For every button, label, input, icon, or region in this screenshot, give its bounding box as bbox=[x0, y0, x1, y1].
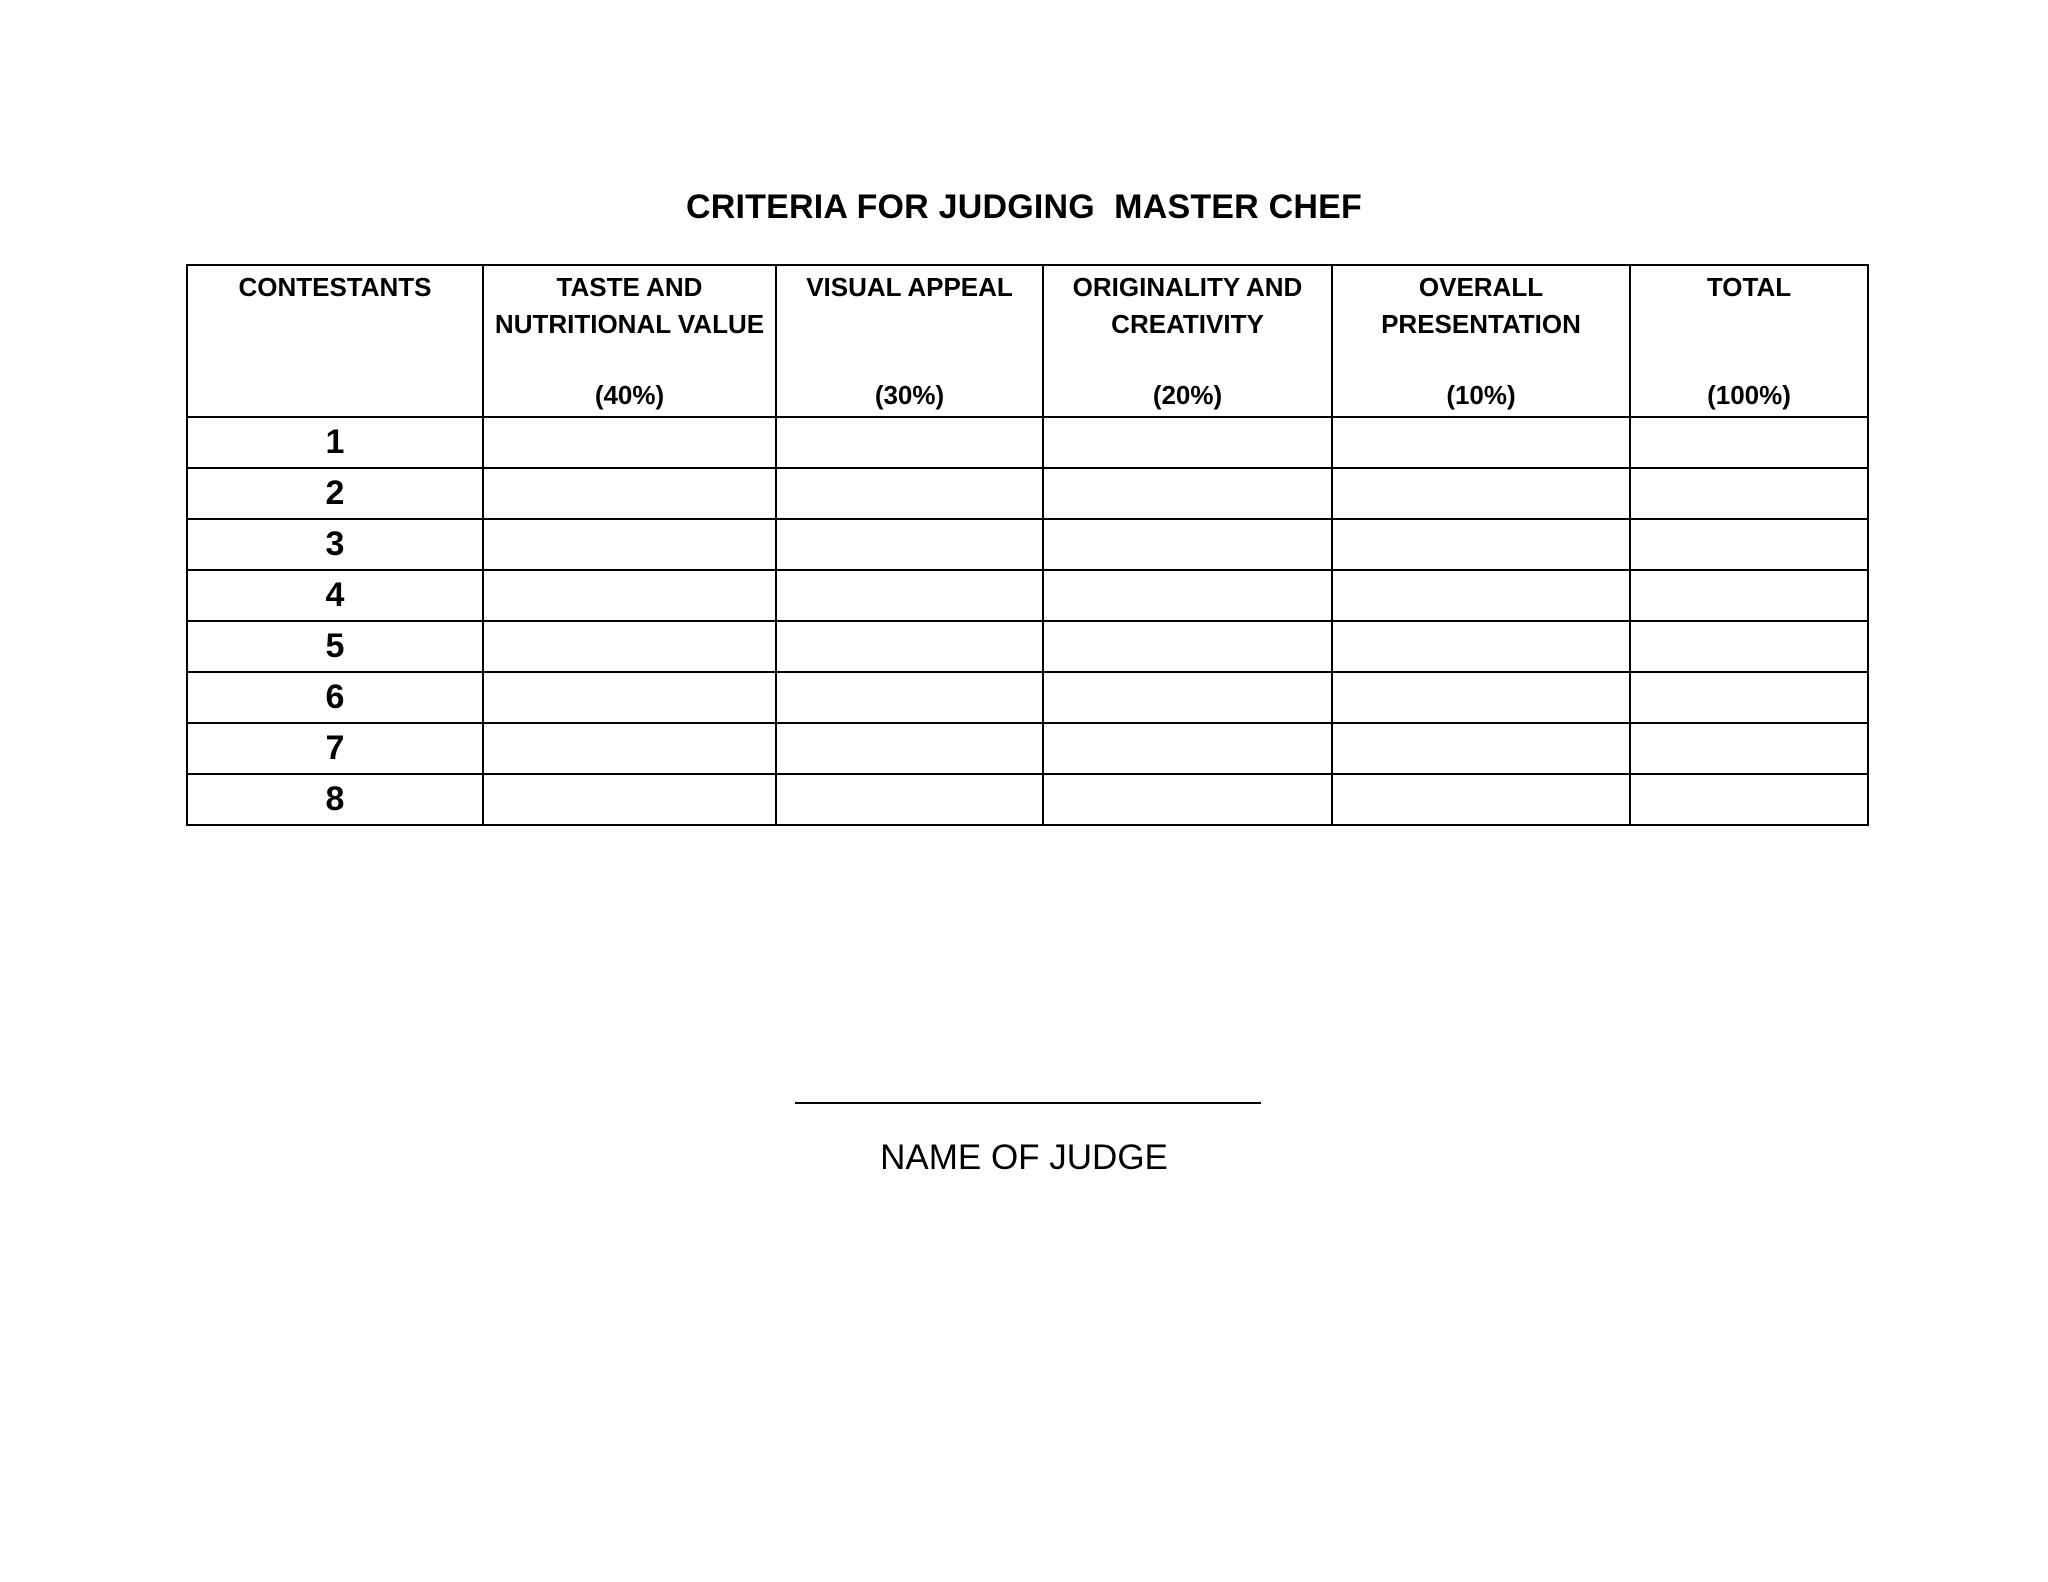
score-cell-visual[interactable] bbox=[776, 621, 1043, 672]
contestant-number: 4 bbox=[187, 570, 483, 621]
score-cell-visual[interactable] bbox=[776, 723, 1043, 774]
contestant-number: 5 bbox=[187, 621, 483, 672]
header-weight: (100%) bbox=[1707, 380, 1791, 410]
score-cell-visual[interactable] bbox=[776, 570, 1043, 621]
score-cell-presentation[interactable] bbox=[1332, 468, 1630, 519]
score-cell-presentation[interactable] bbox=[1332, 519, 1630, 570]
score-cell-taste[interactable] bbox=[483, 417, 776, 468]
contestant-number: 6 bbox=[187, 672, 483, 723]
header-weight: (20%) bbox=[1152, 380, 1223, 410]
signature-line[interactable] bbox=[795, 1102, 1261, 1104]
score-cell-total[interactable] bbox=[1630, 417, 1868, 468]
score-cell-visual[interactable] bbox=[776, 519, 1043, 570]
header-label: VISUAL APPEAL bbox=[806, 272, 1013, 302]
header-label: TASTE AND NUTRITIONAL VALUE bbox=[494, 272, 765, 339]
table-row bbox=[187, 774, 1868, 825]
score-cell-taste[interactable] bbox=[483, 723, 776, 774]
table-row bbox=[187, 723, 1868, 774]
score-cell-total[interactable] bbox=[1630, 774, 1868, 825]
header-row bbox=[187, 265, 1868, 417]
judge-name-label: NAME OF JUDGE bbox=[880, 1138, 1168, 1177]
score-cell-presentation[interactable] bbox=[1332, 723, 1630, 774]
score-cell-taste[interactable] bbox=[483, 570, 776, 621]
score-cell-taste[interactable] bbox=[483, 468, 776, 519]
score-cell-taste[interactable] bbox=[483, 519, 776, 570]
score-cell-originality[interactable] bbox=[1043, 417, 1332, 468]
score-cell-originality[interactable] bbox=[1043, 774, 1332, 825]
score-cell-originality[interactable] bbox=[1043, 723, 1332, 774]
score-cell-presentation[interactable] bbox=[1332, 672, 1630, 723]
score-cell-originality[interactable] bbox=[1043, 621, 1332, 672]
scoring-table bbox=[186, 264, 1869, 826]
table-row bbox=[187, 672, 1868, 723]
header-overall-presentation bbox=[1332, 265, 1630, 417]
score-cell-visual[interactable] bbox=[776, 672, 1043, 723]
header-taste-nutritional-value bbox=[483, 265, 776, 417]
score-cell-visual[interactable] bbox=[776, 468, 1043, 519]
contestant-number: 8 bbox=[187, 774, 483, 825]
header-label: ORIGINALITY AND CREATIVITY bbox=[1072, 272, 1303, 339]
header-contestants bbox=[187, 265, 483, 417]
header-visual-appeal bbox=[776, 265, 1043, 417]
contestant-number: 3 bbox=[187, 519, 483, 570]
score-cell-originality[interactable] bbox=[1043, 672, 1332, 723]
score-cell-presentation[interactable] bbox=[1332, 417, 1630, 468]
score-cell-originality[interactable] bbox=[1043, 519, 1332, 570]
table-row bbox=[187, 468, 1868, 519]
table-row bbox=[187, 570, 1868, 621]
header-total bbox=[1630, 265, 1868, 417]
score-cell-originality[interactable] bbox=[1043, 570, 1332, 621]
score-cell-taste[interactable] bbox=[483, 672, 776, 723]
contestant-number: 2 bbox=[187, 468, 483, 519]
table-row bbox=[187, 519, 1868, 570]
score-cell-taste[interactable] bbox=[483, 621, 776, 672]
score-cell-presentation[interactable] bbox=[1332, 570, 1630, 621]
score-cell-total[interactable] bbox=[1630, 621, 1868, 672]
score-cell-total[interactable] bbox=[1630, 672, 1868, 723]
header-label: TOTAL bbox=[1706, 272, 1792, 302]
table-row bbox=[187, 621, 1868, 672]
score-cell-visual[interactable] bbox=[776, 417, 1043, 468]
contestant-number: 7 bbox=[187, 723, 483, 774]
header-weight: (10%) bbox=[1446, 380, 1516, 410]
score-cell-total[interactable] bbox=[1630, 468, 1868, 519]
score-cell-presentation[interactable] bbox=[1332, 774, 1630, 825]
document-title: CRITERIA FOR JUDGING MASTER CHEF bbox=[686, 188, 1362, 226]
header-weight: (40%) bbox=[594, 380, 665, 410]
header-originality-creativity bbox=[1043, 265, 1332, 417]
header-label: CONTESTANTS bbox=[238, 272, 432, 302]
score-cell-total[interactable] bbox=[1630, 570, 1868, 621]
header-weight: (30%) bbox=[874, 380, 945, 410]
header-label: OVERALL PRESENTATION bbox=[1381, 272, 1581, 339]
score-cell-taste[interactable] bbox=[483, 774, 776, 825]
table-row bbox=[187, 417, 1868, 468]
score-cell-total[interactable] bbox=[1630, 723, 1868, 774]
score-cell-originality[interactable] bbox=[1043, 468, 1332, 519]
score-cell-presentation[interactable] bbox=[1332, 621, 1630, 672]
contestant-number: 1 bbox=[187, 417, 483, 468]
score-cell-visual[interactable] bbox=[776, 774, 1043, 825]
score-cell-total[interactable] bbox=[1630, 519, 1868, 570]
